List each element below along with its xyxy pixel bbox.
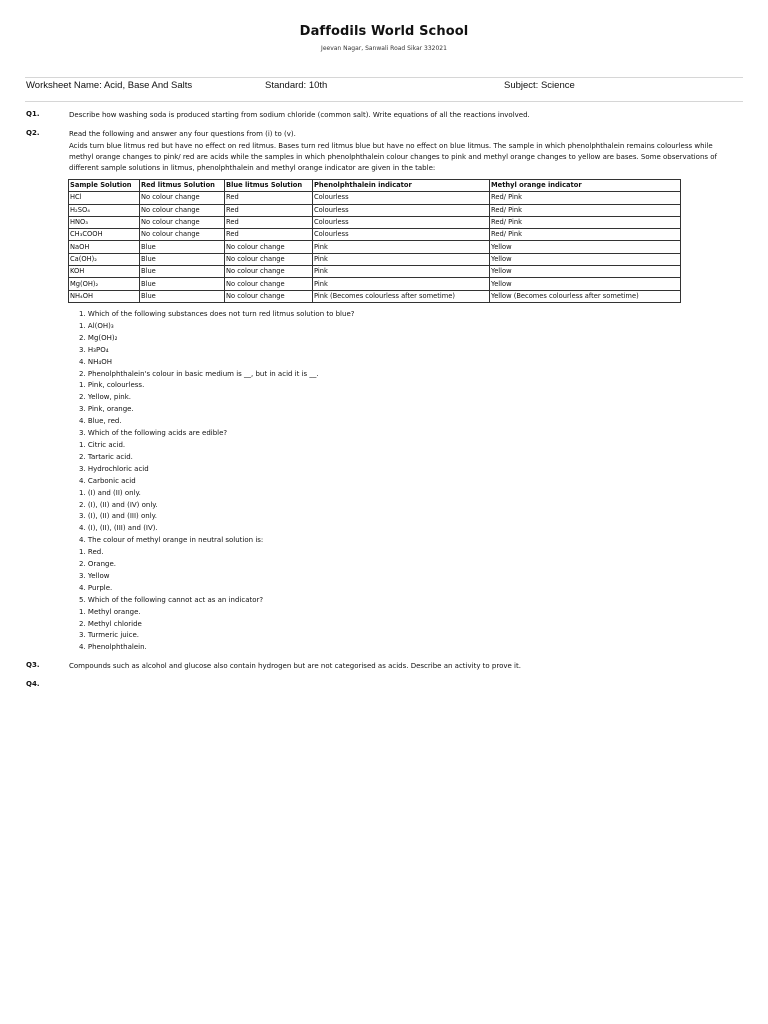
table-cell: Colourless (313, 204, 490, 216)
table-cell: Yellow (490, 241, 681, 253)
list-item: 3. H₃PO₄ (79, 345, 109, 354)
table-cell: H₂SO₄ (69, 204, 140, 216)
table-header: Sample Solution (69, 180, 140, 192)
table-cell: Ca(OH)₂ (69, 253, 140, 265)
table-cell: Yellow (490, 278, 681, 290)
list-item: 2. (I), (II) and (IV) only. (79, 500, 158, 509)
table-cell: Red/ Pink (490, 229, 681, 241)
list-item: 1. Which of the following substances does not turn red litmus solution to blue? (79, 310, 355, 318)
table-row (69, 266, 681, 278)
q1-text: Describe how washing soda is produced starting from sodium chloride (common salt). Write equations of all the reactions involved. (69, 111, 530, 119)
list-item: 3. Hydrochloric acid (79, 464, 149, 473)
table-cell: No colour change (225, 253, 313, 265)
list-item: 2. Orange. (79, 560, 116, 569)
table-row (69, 241, 681, 253)
q2-passage: Acids turn blue litmus red but have no effect on red litmus. Bases turn red litmus blue but have no effect on blue litmus. The sample in which phenolphthalein remains colourless while methyl orange changes to pink/ red are acids while the samples in which phenolphthalein colour changes to pink and methyl orange changes to yellow are bases. Some observations of different sample solutions in litmus, phenolphthalein and methyl orange indicator are given in the table: (69, 142, 718, 173)
table-cell: Red/ Pink (490, 204, 681, 216)
list-item: 2. Tartaric acid. (79, 452, 133, 461)
table-cell: CH₃COOH (69, 229, 140, 241)
header-rule-top (25, 77, 743, 78)
list-item: 4. Carbonic acid (79, 476, 136, 485)
table-cell: Red (225, 216, 313, 228)
table-cell: Colourless (313, 229, 490, 241)
table-cell: NaOH (69, 241, 140, 253)
table-row (69, 290, 681, 302)
worksheet-name: Worksheet Name: Acid, Base And Salts (26, 80, 193, 91)
table-cell: Blue (140, 241, 225, 253)
list-item: 4. NH₄OH (79, 357, 112, 366)
table-cell: No colour change (140, 192, 225, 204)
list-item: 2. Phenolphthalein's colour in basic medium is __, but in acid it is __. (79, 369, 319, 378)
table-row (69, 278, 681, 290)
table-cell: KOH (69, 266, 140, 278)
list-item: 3. Yellow (79, 571, 110, 580)
table-header: Red litmus Solution (140, 180, 225, 192)
list-item: 1. (I) and (II) only. (79, 488, 141, 497)
school-address: Jeevan Nagar, Sanwali Road Sikar 332021 (321, 45, 447, 52)
header-rule-bottom (25, 101, 743, 102)
table-cell: Yellow (490, 253, 681, 265)
list-item: 2. Mg(OH)₂ (79, 333, 118, 342)
q2-intro: Read the following and answer any four questions from (i) to (v). (69, 130, 296, 138)
list-item: 4. Purple. (79, 583, 113, 592)
table-cell: Pink (313, 241, 490, 253)
table-cell: HNO₃ (69, 216, 140, 228)
table-cell: Blue (140, 253, 225, 265)
q1-label: Q1. (26, 110, 40, 118)
list-item: 2. Methyl chloride (79, 619, 142, 628)
table-cell: Red (225, 192, 313, 204)
table-row (69, 253, 681, 265)
table-cell: Blue (140, 266, 225, 278)
table-cell: Red/ Pink (490, 216, 681, 228)
list-item: 3. (I), (II) and (III) only. (79, 512, 158, 521)
list-item: 4. Phenolphthalein. (79, 643, 147, 652)
table-cell: No colour change (225, 278, 313, 290)
list-item: 3. Turmeric juice. (79, 631, 140, 640)
table-cell: No colour change (140, 204, 225, 216)
table-cell: No colour change (225, 266, 313, 278)
table-cell: Pink (313, 253, 490, 265)
table-cell: Colourless (313, 216, 490, 228)
table-row (69, 204, 681, 216)
table-cell: No colour change (140, 229, 225, 241)
table-row (69, 192, 681, 204)
table-header: Phenolphthalein indicator (313, 180, 490, 192)
table-cell: Red/ Pink (490, 192, 681, 204)
table-header-row (69, 180, 681, 192)
table-header: Blue litmus Solution (225, 180, 313, 192)
standard-label: Standard: 10th (265, 80, 328, 91)
list-item: 2. Yellow, pink. (79, 393, 132, 402)
table-cell: Colourless (313, 192, 490, 204)
list-item: 1. Citric acid. (79, 440, 126, 449)
q4-label: Q4. (26, 680, 40, 688)
table-header: Methyl orange indicator (490, 180, 681, 192)
list-item: 4. The colour of methyl orange in neutral solution is: (79, 536, 264, 545)
list-item: 1. Methyl orange. (79, 607, 141, 616)
table-cell: HCl (69, 192, 140, 204)
table-cell: Pink (Becomes colourless after sometime) (313, 290, 490, 302)
q3-text: Compounds such as alcohol and glucose also contain hydrogen but are not categorised as acids. Describe an activity to prove it. (69, 662, 521, 670)
table-cell: Pink (313, 266, 490, 278)
school-name: Daffodils World School (299, 24, 469, 39)
q2-sub-questions (79, 309, 354, 654)
q3-label: Q3. (26, 661, 40, 669)
table-cell: Blue (140, 290, 225, 302)
table-cell: Red (225, 204, 313, 216)
subject-label: Subject: Science (504, 80, 575, 91)
list-item: 5. Which of the following cannot act as an indicator? (79, 595, 264, 604)
list-item: 1. Al(OH)₃ (79, 321, 114, 330)
table-cell: No colour change (225, 241, 313, 253)
table-cell: NH₄OH (69, 290, 140, 302)
list-item: 4. Blue, red. (79, 417, 122, 426)
table-cell: No colour change (225, 290, 313, 302)
q2-label: Q2. (26, 129, 40, 137)
list-item: 4. (I), (II), (III) and (IV). (79, 524, 158, 533)
list-item: 1. Pink, colourless. (79, 381, 145, 390)
table-cell: Yellow (Becomes colourless after sometime) (490, 290, 681, 302)
observation-table (68, 179, 681, 303)
table-cell: Yellow (490, 266, 681, 278)
table-cell: No colour change (140, 216, 225, 228)
table-cell: Blue (140, 278, 225, 290)
table-cell: Red (225, 229, 313, 241)
list-item: 1. Red. (79, 548, 104, 557)
list-item: 3. Which of the following acids are edible? (79, 429, 228, 438)
table-row (69, 229, 681, 241)
table-row (69, 216, 681, 228)
table-cell: Pink (313, 278, 490, 290)
table-cell: Mg(OH)₂ (69, 278, 140, 290)
list-item: 3. Pink, orange. (79, 405, 134, 414)
